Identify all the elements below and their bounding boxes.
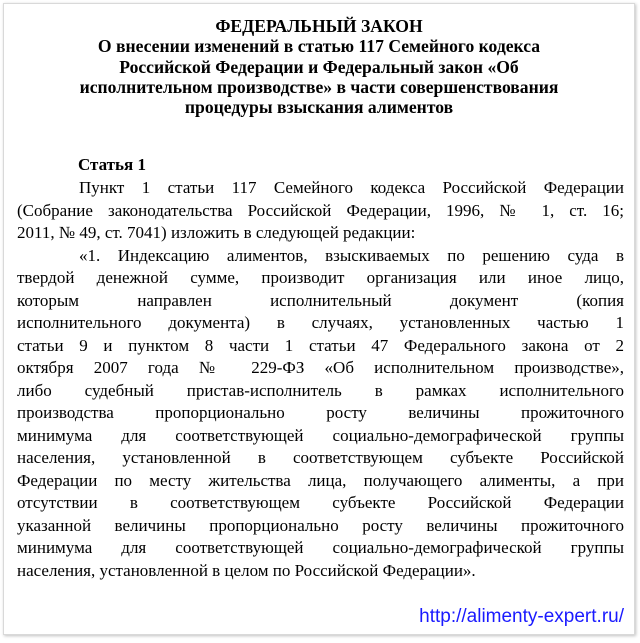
article-body — [17, 177, 624, 582]
body-line: которым направлен исполнительный документ (копия — [17, 290, 624, 310]
title-line: ФЕДЕРАЛЬНЫЙ ЗАКОН — [215, 16, 423, 36]
title-line: исполнительном производстве» в части совершенствования — [79, 76, 559, 97]
title-line: процедуры взыскания алиментов — [184, 97, 454, 118]
body-line: указанной величины пропорционально росту величины прожиточного — [17, 515, 624, 535]
body-line: статьи 9 и пунктом 8 части 1 статьи 47 Федерального закона от 2 — [17, 335, 624, 355]
body-line: производства пропорционально росту величины прожиточного — [17, 403, 624, 422]
body-line: октября 2007 года № 229-ФЗ «Об исполнительном производстве», — [17, 358, 624, 377]
body-line: минимума для соответствующей социально-демографической группы — [17, 538, 624, 557]
body-line: населения, установленной в целом по Российской Федерации». — [17, 560, 476, 580]
body-line: населения, установленной в соответствующем субъекте Российской — [17, 448, 624, 467]
title-line: О внесении изменений в статью 117 Семейного кодекса — [97, 36, 541, 57]
body-line: 2011, № 49, ст. 7041) изложить в следующей редакции: — [17, 223, 416, 242]
body-line: отсутствии в соответствующем субъекте Российской Федерации — [17, 493, 624, 512]
body-line: Федерации по месту жительства лица, получающего алименты, а при — [17, 470, 624, 490]
title-line: Российской Федерации и Федеральный закон «Об — [119, 56, 519, 77]
body-line: (Собрание законодательства Российской Федерации, 1996, № 1, ст. 16; — [17, 200, 624, 220]
source-link[interactable]: http://alimenty-expert.ru/ — [419, 606, 624, 627]
document-page — [3, 3, 635, 635]
body-line: твердой денежной сумме, производит организация или иное лицо, — [17, 268, 624, 287]
law-title — [34, 16, 604, 117]
body-line: минимума для соответствующей социально-демографической группы — [17, 425, 624, 445]
article-heading: Статья 1 — [78, 155, 146, 174]
body-line: исполнительного документа) в случаях, установленных частью 1 — [17, 313, 624, 332]
body-line: Пункт 1 статьи 117 Семейного кодекса Российской Федерации — [79, 178, 624, 197]
body-line: либо судебный пристав-исполнитель в рамках исполнительного — [17, 380, 624, 400]
body-line: «1. Индексацию алиментов, взыскиваемых по решению суда в — [79, 245, 624, 265]
